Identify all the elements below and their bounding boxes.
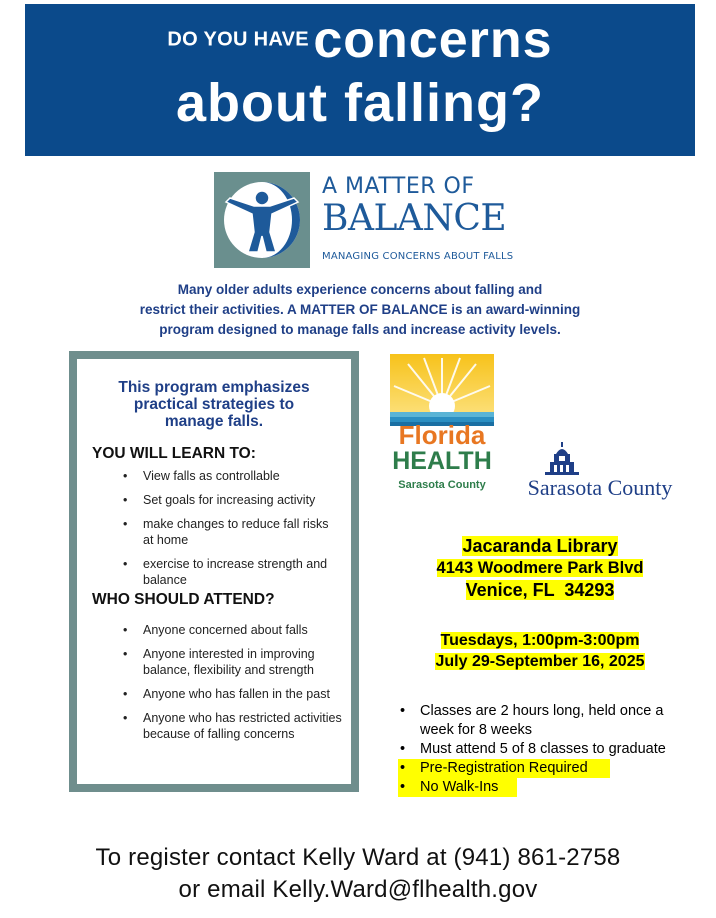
attend-list <box>87 622 342 750</box>
class-days-time: Tuesdays, 1:00pm-3:00pm <box>440 632 640 649</box>
program-heading <box>87 379 341 430</box>
location-block <box>400 535 680 601</box>
list-item: • make changes to reduce fall risks at home <box>143 516 342 548</box>
program-heading-line-1: This program emphasizes <box>118 379 310 396</box>
header-banner <box>25 4 695 156</box>
list-item: • exercise to increase strength and balance <box>143 556 342 588</box>
fact-text: Pre-Registration Required <box>420 760 588 776</box>
learn-list <box>87 468 342 596</box>
list-item: • Classes are 2 hours long, held once a week for 8 weeks <box>398 702 698 740</box>
sarasota-county-text: Sarasota County <box>527 475 673 500</box>
class-dates: July 29-September 16, 2025 <box>435 653 645 670</box>
banner-small-text: DO YOU HAVE <box>167 28 309 51</box>
fact-text: No Walk-Ins <box>420 779 499 795</box>
list-item <box>398 759 610 778</box>
contact-line-2: or email Kelly.Ward@flhealth.gov <box>178 876 538 903</box>
list-item: • Anyone who has restricted activities because of falling concerns <box>143 710 342 742</box>
logo-tagline: MANAGING CONCERNS ABOUT FALLS <box>322 251 514 262</box>
list-item: • Must attend 5 of 8 classes to graduate <box>398 740 698 759</box>
sarasota-county-logo <box>512 442 687 502</box>
list-item: • View falls as controllable <box>143 468 342 484</box>
list-item: • Anyone interested in improving balance, flexibility and strength <box>143 646 342 678</box>
street-address: 4143 Woodmere Park Blvd <box>436 559 644 577</box>
florida-county-word: Sarasota County <box>398 479 486 491</box>
attend-title: WHO SHOULD ATTEND? <box>92 591 275 608</box>
program-heading-line-3: manage falls. <box>164 413 264 430</box>
intro-paragraph <box>60 280 660 340</box>
logo-title-2: BALANCE <box>322 198 507 239</box>
health-word: HEALTH <box>392 447 492 475</box>
schedule-block <box>400 630 680 672</box>
banner-line-2: about falling? <box>176 73 544 133</box>
logo-title-1: A MATTER OF <box>322 174 475 199</box>
library-name: Jacaranda Library <box>462 536 618 556</box>
intro-line-2: restrict their activities. A MATTER OF BALANCE is an award-winning <box>139 302 581 317</box>
program-heading-line-2: practical strategies to <box>133 396 295 413</box>
intro-line-3: program designed to manage falls and increase activity levels. <box>159 322 561 337</box>
florida-health-logo <box>390 354 494 494</box>
list-item: • Set goals for increasing activity <box>143 492 342 508</box>
class-facts-list <box>398 702 698 797</box>
program-box <box>69 351 359 792</box>
logo-text <box>322 174 513 262</box>
contact-line-1: To register contact Kelly Ward at (941) 861-2758 <box>95 844 621 871</box>
list-item: • Anyone who has fallen in the past <box>143 686 342 702</box>
florida-word: Florida <box>398 420 486 450</box>
list-item: • Anyone concerned about falls <box>143 622 342 638</box>
learn-title: YOU WILL LEARN TO: <box>92 445 256 462</box>
banner-big-text: concerns <box>313 11 553 69</box>
banner-line-1 <box>25 10 695 70</box>
intro-line-1: Many older adults experience concerns about falling and <box>177 282 543 297</box>
city-state-zip: Venice, FL 34293 <box>465 580 615 600</box>
list-item <box>398 778 517 797</box>
figure-circle-icon <box>214 172 310 268</box>
matter-of-balance-logo <box>214 172 514 272</box>
